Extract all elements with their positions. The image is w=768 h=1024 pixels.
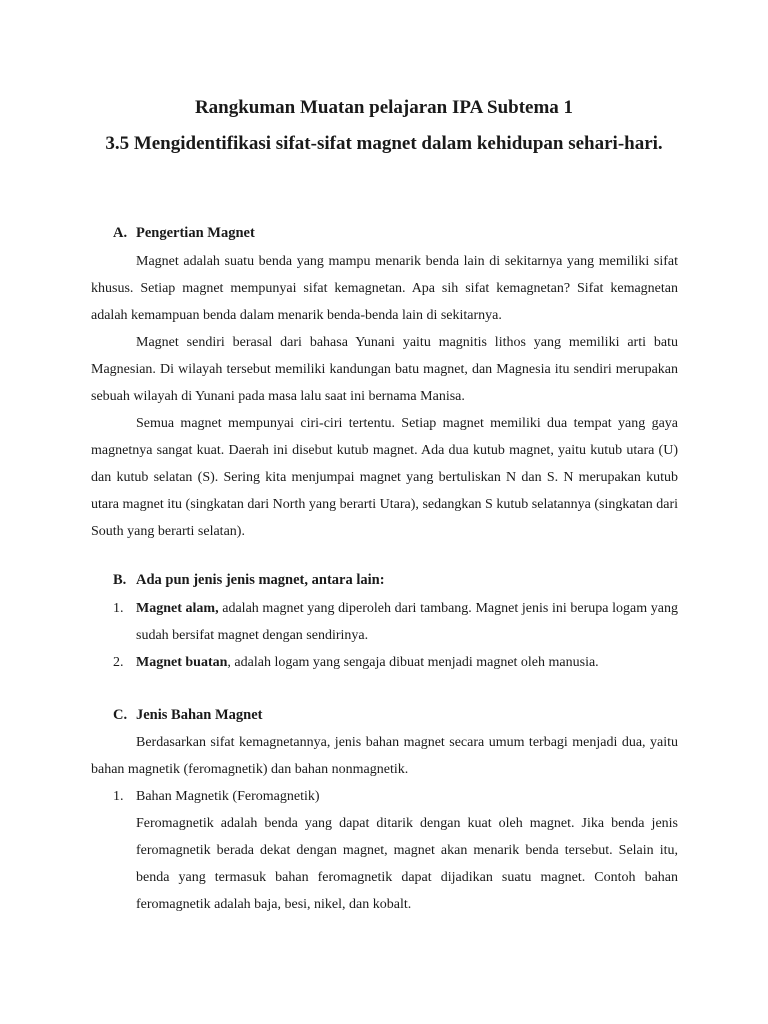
section-b-title: Ada pun jenis jenis magnet, antara lain: xyxy=(136,572,385,588)
section-c-paragraph-1-text: Berdasarkan sifat kemagnetannya, jenis bahan magnet secara umum terbagi menjadi dua, yaitu bahan magnetik (feromagnetik) dan bahan nonmagnetik. xyxy=(91,735,678,777)
section-a-paragraph-3 xyxy=(91,410,678,545)
section-a-paragraph-1 xyxy=(91,248,678,329)
list-item-term: Magnet alam, xyxy=(136,601,219,616)
section-a-paragraph-1-text: Magnet adalah suatu benda yang mampu menarik benda lain di sekitarnya yang memiliki sifat khusus. Setiap magnet mempunyai sifat kemagnetan. Apa sih sifat kemagnetan? Sifat kemagnetan adalah kemampuan benda dalam menarik benda-benda lain di sekitarnya. xyxy=(91,254,678,323)
section-a-paragraph-3-text: Semua magnet mempunyai ciri-ciri tertentu. Setiap magnet memiliki dua tempat yang gaya magnetnya sangat kuat. Daerah ini disebut kutub magnet. Ada dua kutub magnet, yaitu kutub utara (U) dan kutub selatan (S). Sering kita menjumpai magnet yang bertuliskan N dan S. N merupakan kutub utara magnet itu (singkatan dari North yang berarti Utara), sedangkan S kutub selatannya (singkatan dari South yang berarti selatan). xyxy=(91,416,678,539)
list-item-title: Bahan Magnetik (Feromagnetik) xyxy=(136,789,320,804)
list-item xyxy=(91,783,678,810)
list-item-text: , adalah logam yang sengaja dibuat menjadi magnet oleh manusia. xyxy=(227,655,599,670)
list-item-number: 1. xyxy=(113,601,124,616)
document-subtitle: 3.5 Mengidentifikasi sifat-sifat magnet dalam kehidupan sehari-hari. xyxy=(105,133,663,154)
section-c-label: C. xyxy=(113,707,128,723)
section-a-heading xyxy=(113,225,255,242)
list-item xyxy=(91,649,678,676)
material-types-list xyxy=(91,783,678,810)
section-b-label: B. xyxy=(113,572,127,588)
section-a-paragraph-2-text: Magnet sendiri berasal dari bahasa Yunani yaitu magnitis lithos yang memiliki arti batu Magnesian. Di wilayah tersebut memiliki kandungan batu magnet, dan Magnesia itu sendiri merupakan sebuah wilayah di Yunani pada masa lalu saat ini bernama Manisa. xyxy=(91,335,678,404)
section-c-paragraph-1 xyxy=(91,729,678,783)
section-a-title: Pengertian Magnet xyxy=(136,225,255,241)
magnet-types-list xyxy=(91,595,678,676)
list-item xyxy=(91,595,678,649)
section-a-paragraph-2 xyxy=(91,329,678,410)
section-c-title: Jenis Bahan Magnet xyxy=(136,707,263,723)
list-item-number: 1. xyxy=(113,789,124,804)
section-a-label: A. xyxy=(113,225,128,241)
document-title: Rangkuman Muatan pelajaran IPA Subtema 1 xyxy=(194,97,574,118)
feromagnetik-description: Feromagnetik adalah benda yang dapat ditarik dengan kuat oleh magnet. Jika benda jenis feromagnetik berada dekat dengan magnet, magnet akan menarik benda tersebut. Selain itu, benda yang termasuk bahan feromagnetik dapat dijadikan suatu magnet. Contoh bahan feromagnetik adalah baja, besi, nikel, dan kobalt. xyxy=(136,816,678,912)
list-item-text: adalah magnet yang diperoleh dari tambang. Magnet jenis ini berupa logam yang sudah bersifat magnet dengan sendirinya. xyxy=(136,601,679,643)
list-item-number: 2. xyxy=(113,655,124,670)
section-c-heading xyxy=(113,707,263,724)
list-item-term: Magnet buatan xyxy=(136,655,228,670)
section-b-heading xyxy=(113,572,385,589)
